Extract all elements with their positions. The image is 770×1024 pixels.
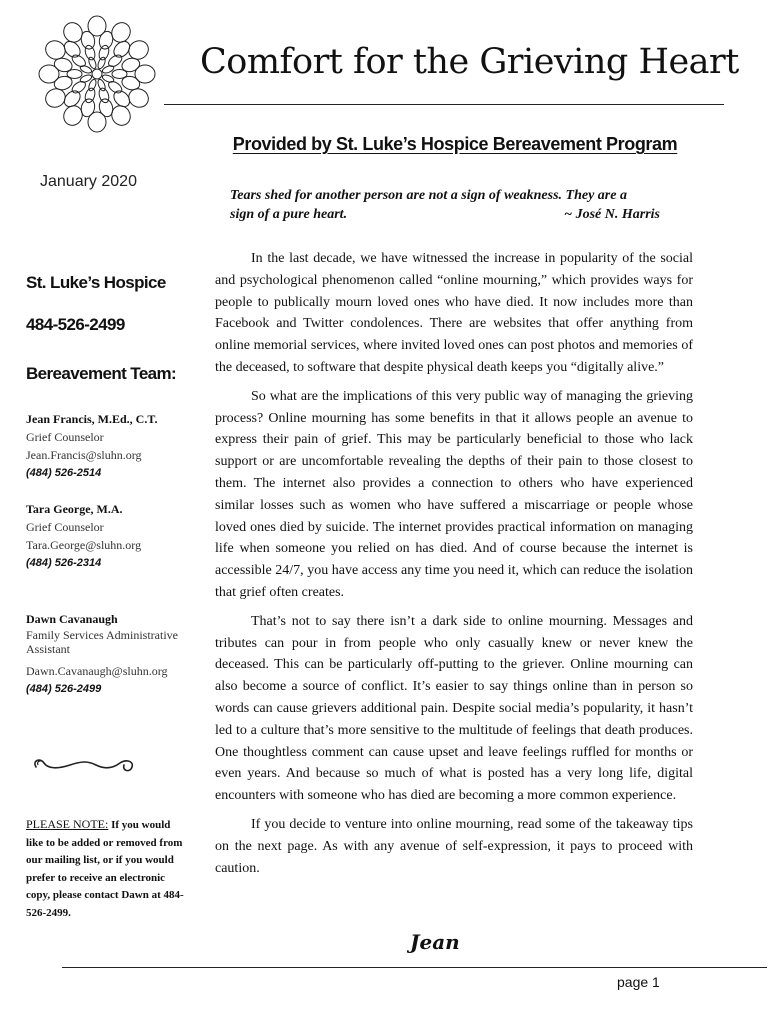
article-paragraph: So what are the implications of this very public way of managing the grieving process? Online mourning has some benefits in that it allows people an avenue to express their pain of grief. This may be particularly beneficial to those who lack support or are uncomfortable revealing the depths of their pain to those closest to them. The internet also provides a connection to others who have experienced similar losses such as women who have suffered a miscarriage or people whose loved ones died by suicide. The internet provides practical information on managing life when someone you relied on has died. And of course because the internet is accessible 24/7, you have access any time you need it, which can reduce the isolation that grief often creates.: [215, 388, 693, 600]
team-heading: Bereavement Team:: [26, 364, 177, 383]
page-number: page 1: [617, 974, 660, 990]
quote-line-1: Tears shed for another person are not a sign of weakness. They are a: [230, 188, 627, 203]
member-phone: (484) 526-2499: [26, 683, 102, 695]
member-phone: (484) 526-2514: [26, 467, 102, 479]
flourish-divider-icon: [30, 753, 140, 779]
member-name: Dawn Cavanaugh: [26, 612, 118, 626]
epigraph-quote: [230, 186, 660, 224]
article-paragraph: In the last decade, we have witnessed the increase in popularity of the social and psychological phenomenon called “online mourning,” which provides ways for people to publically mourn loved ones who have died. It now includes more than Facebook and Twitter condolences. There are websites that offer anything from online memorial services, where invited loved ones can post photos and memories of the deceased, to software that despite physical death keeps you “digitally alive.”: [215, 251, 693, 375]
org-phone: 484-526-2499: [26, 315, 125, 334]
article-paragraph: That’s not to say there isn’t a dark side to online mourning. Messages and tributes can pour in from people who only casually knew or never knew the deceased. This can be particularly off-putting to the griever. Online mourning can also become a source of conflict. It’s easier to say things online than in person so words can cause grievers additional pain. Despite social media’s popularity, it hasn’t led to a culture that’s more sensitive to the multitude of feelings that death produces. One thoughtless comment can cause upset and leave feelings ruffled for months or even years. And because so much of what is posted has a very long life, digital encounters with someone who has died are becoming a more common experience.: [215, 613, 693, 804]
member-email-link[interactable]: Jean.Francis@sluhn.org: [26, 448, 142, 462]
member-role: Family Services Administrative Assistant: [26, 628, 178, 656]
newsletter-title: Comfort for the Grieving Heart: [200, 42, 739, 82]
quote-attribution: ~ José N. Harris: [564, 207, 660, 222]
member-role: Grief Counselor: [26, 520, 104, 534]
member-email-link[interactable]: Dawn.Cavanaugh@sluhn.org: [26, 664, 168, 678]
team-member-card: [26, 410, 191, 482]
note-label: PLEASE NOTE:: [26, 817, 109, 831]
note-text: If you would like to be added or removed from our mailing list, or if you would prefer to receive an electronic copy, please contact Dawn at 484-526-2499.: [26, 819, 184, 919]
quote-line-2: sign of a pure heart.: [230, 207, 348, 222]
mandala-flower-icon: [34, 14, 160, 134]
member-phone: (484) 526-2314: [26, 557, 102, 569]
author-signature: Jean: [410, 930, 460, 954]
mailing-list-note: [26, 816, 186, 922]
team-member-card: [26, 610, 191, 698]
title-divider: [164, 104, 724, 105]
member-email-link[interactable]: Tara.George@sluhn.org: [26, 538, 142, 552]
article-paragraph: If you decide to venture into online mourning, read some of the takeaway tips on the next page. As with any avenue of self-expression, it pays to proceed with caution.: [215, 816, 693, 876]
article-body: [215, 248, 693, 886]
member-role: Grief Counselor: [26, 430, 104, 444]
program-subtitle: Provided by St. Luke’s Hospice Bereavement Program: [232, 134, 678, 154]
footer-divider: [62, 967, 767, 968]
team-member-card: [26, 500, 191, 572]
member-name: Tara George, M.A.: [26, 502, 123, 516]
member-name: Jean Francis, M.Ed., C.T.: [26, 412, 158, 426]
issue-date: January 2020: [40, 173, 137, 190]
org-name: St. Luke’s Hospice: [26, 273, 166, 292]
